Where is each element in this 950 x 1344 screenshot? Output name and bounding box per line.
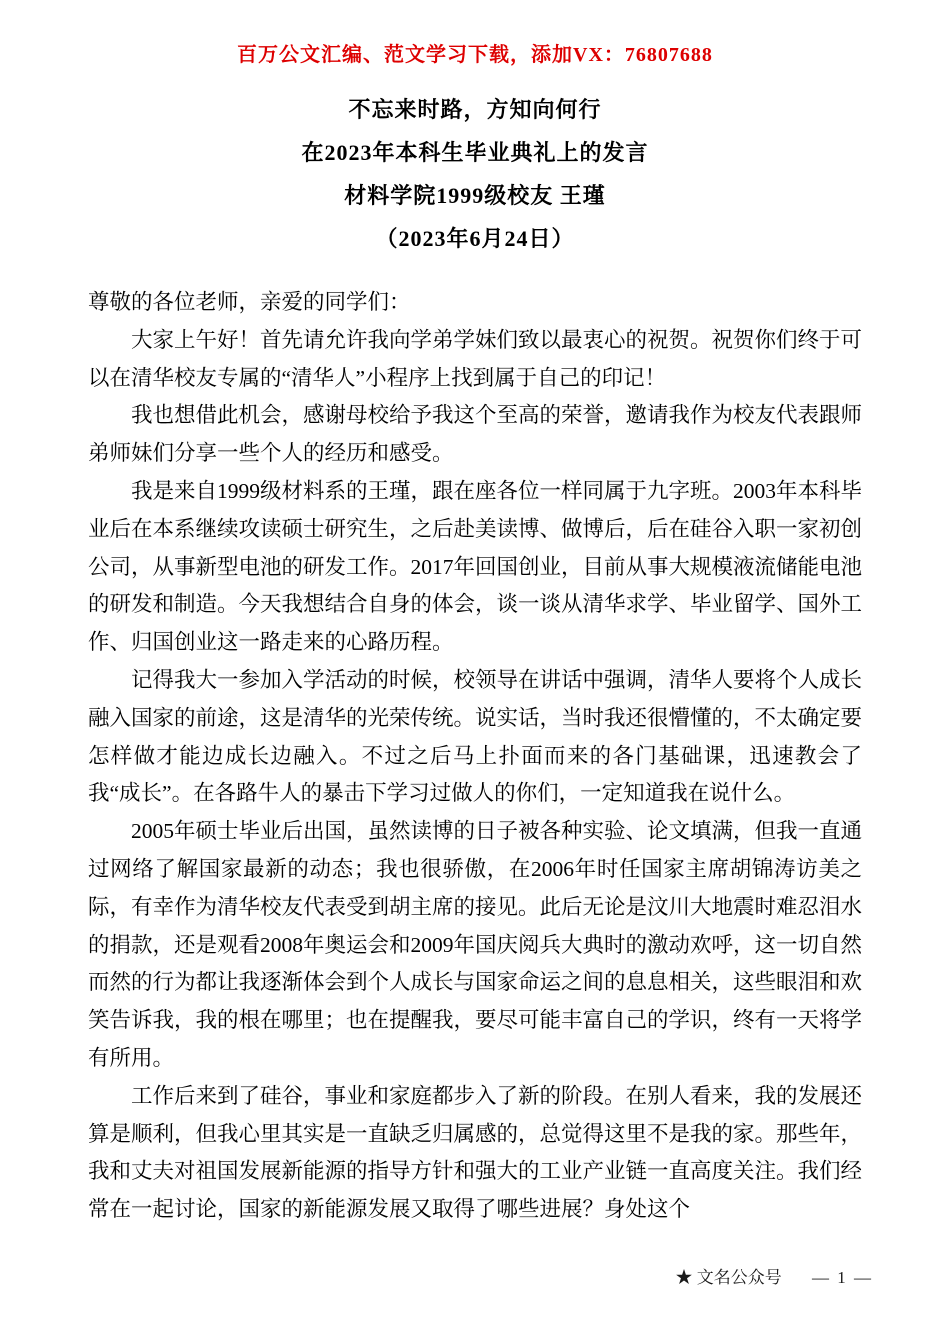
paragraph-2: 我也想借此机会，感谢母校给予我这个至高的荣誉，邀请我作为校友代表跟师弟师妹们分享一些个人的经历和感受。 bbox=[88, 403, 863, 466]
document-body bbox=[88, 284, 862, 1229]
paragraph-5: 2005年硕士毕业后出国，虽然读博的日子被各种实验、论文填满，但我一直通过网络了解国家最新的动态；我也很骄傲，在2006年时任国家主席胡锦涛访美之际，有幸作为清华校友代表受到胡主席的接见。此后无论是汶川大地震时难忍泪水的捐款，还是观看2008年奥运会和2009年国庆阅兵大典时的激动欢呼，这一切自然而然的行为都让我逐渐体会到个人成长与国家命运之间的息息相关，这些眼泪和欢笑告诉我，我的根在哪里；也在提醒我，要尽可能丰富自己的学识，终有一天将学有所用。 bbox=[88, 819, 863, 1070]
watermark-brand: ★ 文名公众号 bbox=[675, 1268, 782, 1287]
paragraph-1: 大家上午好！首先请允许我向学弟学妹们致以最衷心的祝贺。祝贺你们终于可以在清华校友专属的“清华人”小程序上找到属于自己的印记！ bbox=[88, 327, 863, 390]
document-subtitle: 在2023年本科生毕业典礼上的发言 bbox=[301, 140, 649, 165]
salutation: 尊敬的各位老师，亲爱的同学们： bbox=[88, 290, 411, 314]
paragraph-4: 记得我大一参加入学活动的时候，校领导在讲话中强调，清华人要将个人成长融入国家的前途，这是清华的光荣传统。说实话，当时我还很懵懂的，不太确定要怎样做才能边成长边融入。不过之后马上扑面而来的各门基础课，迅速教会了我“成长”。在各路牛人的暴击下学习过做人的你们，一定知道我在说什么。 bbox=[88, 667, 863, 806]
title-block bbox=[0, 88, 950, 260]
paragraph-3: 我是来自1999级材料系的王瑾，跟在座各位一样同属于九字班。2003年本科毕业后在本系继续攻读硕士研究生，之后赴美读博、做博后，后在硅谷入职一家初创公司，从事新型电池的研发工作。2017年回国创业，目前从事大规模液流储能电池的研发和制造。今天我想结合自身的体会，谈一谈从清华求学、毕业留学、国外工作、归国创业这一路走来的心路历程。 bbox=[88, 478, 863, 655]
document-date: （2023年6月24日） bbox=[375, 226, 575, 251]
header-notice: 百万公文汇编、范文学习下载，添加VX：76807688 bbox=[237, 44, 713, 66]
document-author: 材料学院1999级校友 王瑾 bbox=[344, 183, 606, 208]
page-footer bbox=[676, 1263, 874, 1288]
document-title: 不忘来时路，方知向何行 bbox=[348, 97, 602, 122]
page-number: — 1 — bbox=[812, 1268, 873, 1287]
paragraph-6: 工作后来到了硅谷，事业和家庭都步入了新的阶段。在别人看来，我的发展还算是顺利，但我心里其实是一直缺乏归属感的，总觉得这里不是我的家。那些年，我和丈夫对祖国发展新能源的指导方针和强大的工业产业链一直高度关注。我们经常在一起讨论，国家的新能源发展又取得了哪些进展？身处这个 bbox=[88, 1083, 863, 1222]
